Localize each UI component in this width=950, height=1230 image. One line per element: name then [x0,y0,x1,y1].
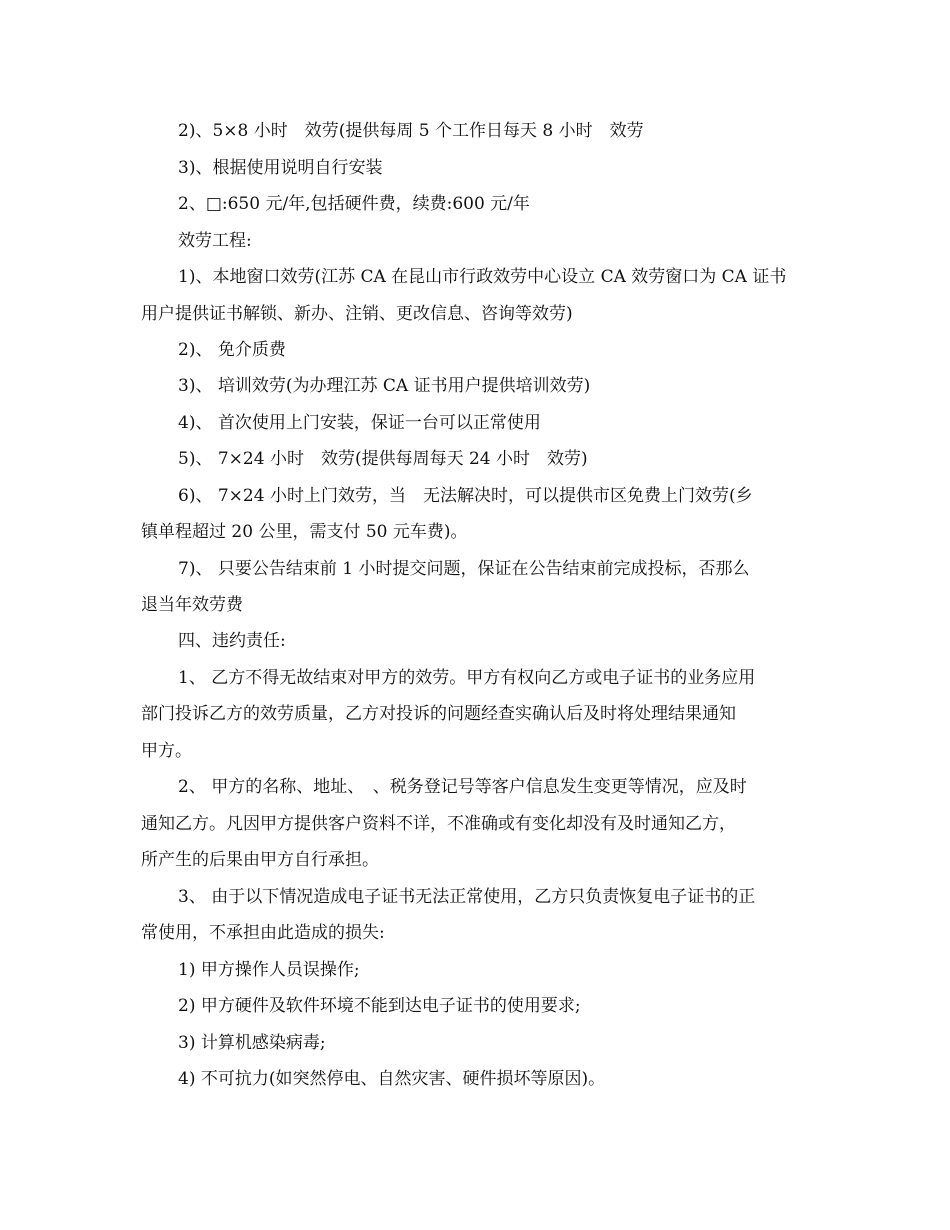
text-line: 2)、5×8 小时 效劳(提供每周 5 个工作日每天 8 小时 效劳 [178,121,644,141]
text-line: 7)、 只要公告结束前 1 小时提交问题，保证在公告结束前完成投标，否那么 [178,559,750,579]
section-heading: 四、违约责任: [178,631,286,651]
text-line: 4)、 首次使用上门安装，保证一台可以正常使用 [178,413,541,433]
text-line: 2、□:650 元/年,包括硬件费，续费:600 元/年 [178,194,530,214]
text-line: 3) 计算机感染病毒; [178,1033,326,1053]
text-line: 3、 由于以下情况造成电子证书无法正常使用，乙方只负责恢复电子证书的正 [178,887,756,907]
text-line: 所产生的后果由甲方自行承担。 [141,850,379,870]
text-line: 1、 乙方不得无故结束对甲方的效劳。甲方有权向乙方或电子证书的业务应用 [178,668,756,688]
text-line: 2) 甲方硬件及软件环境不能到达电子证书的使用要求; [178,996,581,1016]
text-line: 1) 甲方操作人员误操作; [178,960,360,980]
text-line: 2、 甲方的名称、地址、 、税务登记号等客户信息发生变更等情况，应及时 [178,777,747,797]
text-line: 6)、 7×24 小时上门效劳，当 无法解决时，可以提供市区免费上门效劳(乡 [178,486,753,506]
text-line: 1)、本地窗口效劳(江苏 CA 在昆山市行政效劳中心设立 CA 效劳窗口为 CA 证书 [178,267,787,287]
text-line: 3)、根据使用说明自行安装 [178,158,383,178]
text-line: 4) 不可抗力(如突然停电、自然灾害、硬件损坏等原因)。 [178,1069,606,1089]
text-line: 退当年效劳费 [141,595,243,615]
text-line: 2)、 免介质费 [178,340,286,360]
text-line: 效劳工程: [178,231,252,251]
text-line: 通知乙方。凡因甲方提供客户资料不详，不准确或有变化却没有及时通知乙方， [141,814,736,834]
text-line: 甲方。 [141,741,192,761]
text-line: 用户提供证书解锁、新办、注销、更改信息、咨询等效劳) [141,304,573,324]
text-line: 5)、 7×24 小时 效劳(提供每周每天 24 小时 效劳) [178,449,588,469]
text-line: 3)、 培训效劳(为办理江苏 CA 证书用户提供培训效劳) [178,376,591,396]
text-line: 镇单程超过 20 公里，需支付 50 元车费)。 [141,522,468,542]
text-line: 常使用，不承担由此造成的损失: [141,923,385,943]
text-line: 部门投诉乙方的效劳质量，乙方对投诉的问题经查实确认后及时将处理结果通知 [141,704,736,724]
